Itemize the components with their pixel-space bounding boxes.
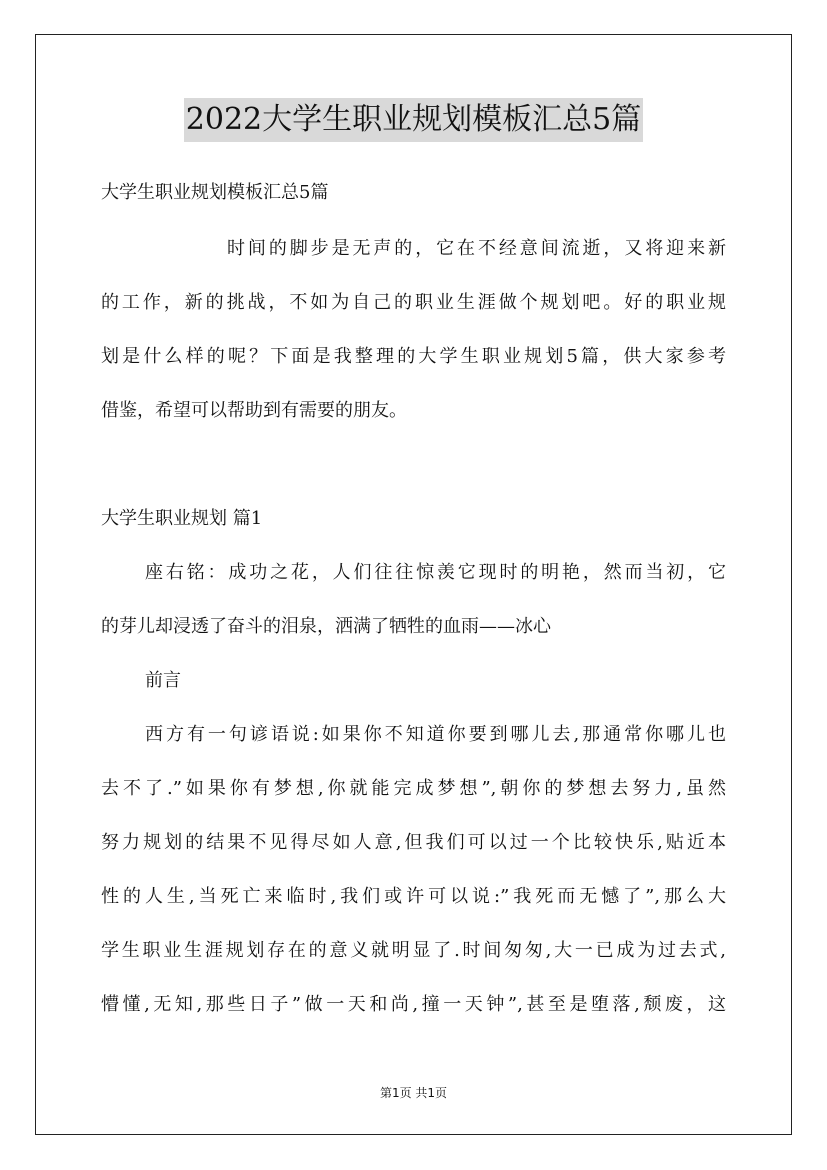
intro-line-3: 划是什么样的呢？下面是我整理的大学生职业规划5篇，供大家参考 xyxy=(101,346,726,367)
section-heading: 大学生职业规划 篇1 xyxy=(101,508,263,529)
body-line-2: 去不了.”如果你有梦想,你就能完成梦想”,朝你的梦想去努力,虽然 xyxy=(101,778,726,799)
body-line-1: 西方有一句谚语说:如果你不知道你要到哪儿去,那通常你哪儿也 xyxy=(145,724,726,745)
document-title-wrap xyxy=(0,98,827,142)
document-title: 2022大学生职业规划模板汇总5篇 xyxy=(184,98,643,142)
intro-line-4: 借鉴，希望可以帮助到有需要的朋友。 xyxy=(101,400,407,421)
body-line-3: 努力规划的结果不见得尽如人意,但我们可以过一个比较快乐,贴近本 xyxy=(101,832,726,853)
body-line-5: 学生职业生涯规划存在的意义就明显了.时间匆匆,大一已成为过去式, xyxy=(101,940,726,961)
intro-line-2: 的工作，新的挑战，不如为自己的职业生涯做个规划吧。好的职业规 xyxy=(101,292,726,313)
motto-line-1: 座右铭：成功之花，人们往往惊羡它现时的明艳，然而当初，它 xyxy=(145,562,726,583)
intro-line-1: 时间的脚步是无声的，它在不经意间流逝，又将迎来新 xyxy=(227,238,726,259)
subtitle: 大学生职业规划模板汇总5篇 xyxy=(101,182,329,203)
body-line-4: 性的人生,当死亡来临时,我们或许可以说:”我死而无憾了”,那么大 xyxy=(101,886,726,907)
preface-heading: 前言 xyxy=(145,670,181,691)
motto-line-2: 的芽儿却浸透了奋斗的泪泉，洒满了牺牲的血雨——冰心 xyxy=(101,616,551,637)
body-line-6: 懵懂,无知,那些日子”做一天和尚,撞一天钟”,甚至是堕落,颓废，这 xyxy=(101,994,726,1015)
page-footer: 第1页 共1页 xyxy=(379,1086,448,1100)
